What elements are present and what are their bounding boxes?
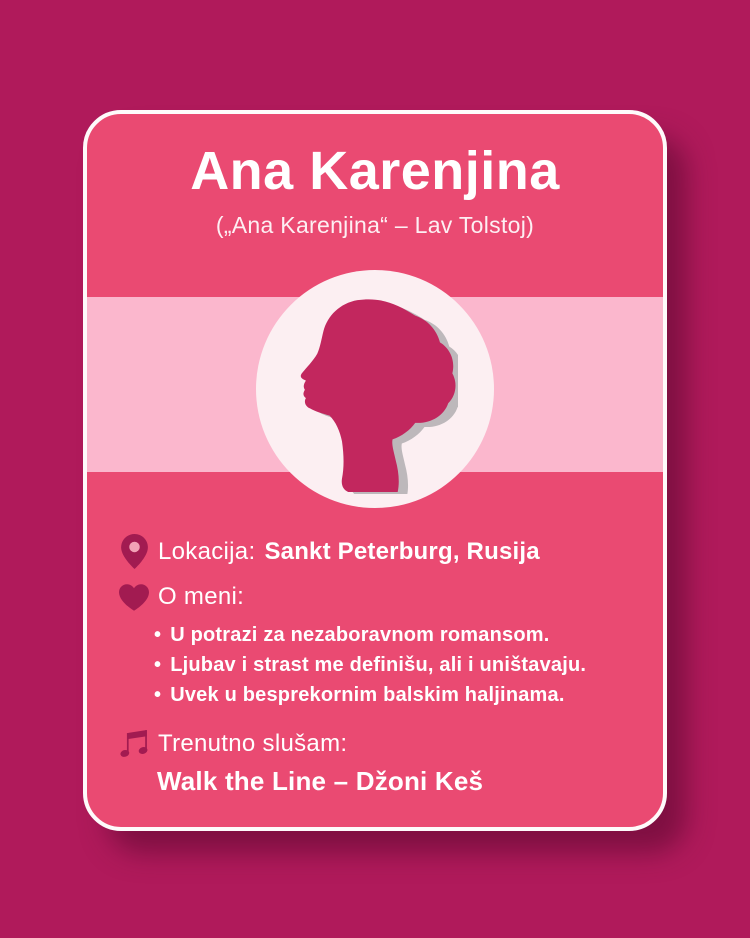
about-item [154,620,586,650]
about-row [119,583,244,611]
location-label: Lokacija: [158,537,256,565]
about-list [154,620,586,710]
profile-subtitle: („Ana Karenjina“ – Lav Tolstoj) [215,212,535,238]
profile-title: Ana Karenjina [190,141,560,201]
location-value: Sankt Peterburg, Rusija [264,537,540,565]
heart-icon [119,584,149,611]
bullet-dot: • [154,654,162,676]
avatar [256,270,494,508]
about-label: O meni: [158,583,245,610]
song-title: Walk the Line – Džoni Keš [157,766,484,796]
listening-row [119,727,347,760]
location-pin-icon [119,534,149,569]
about-item [154,650,586,680]
profile-card [83,110,667,831]
about-item-text: Ljubav i strast me definišu, ali i uništavaju. [170,654,587,676]
listening-label: Trenutno slušam: [158,729,348,757]
bullet-dot: • [154,684,162,706]
woman-silhouette-icon [292,296,458,494]
bullet-dot: • [154,624,162,646]
about-item-text: Uvek u besprekornim balskim haljinama. [170,684,565,706]
about-item [154,680,586,710]
music-note-icon [119,727,149,760]
location-row [119,534,540,569]
about-item-text: U potrazi za nezaboravnom romansom. [170,624,550,646]
